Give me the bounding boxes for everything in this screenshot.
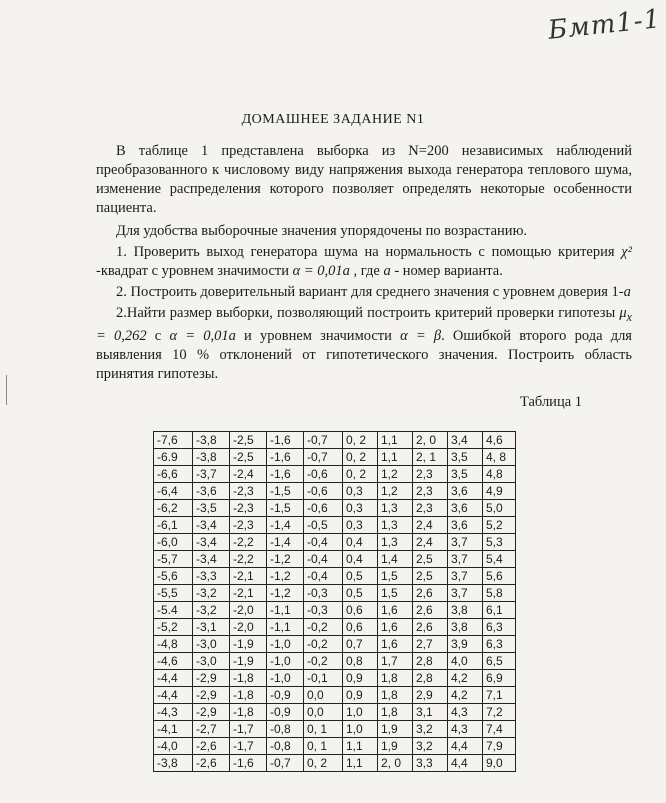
table-cell: 7,2	[483, 704, 516, 721]
table-cell: -1,0	[267, 636, 304, 653]
table-cell: -3,2	[193, 585, 230, 602]
table-cell: -3,3	[193, 568, 230, 585]
table-cell: 0, 2	[343, 466, 378, 483]
table-cell: -2,7	[193, 721, 230, 738]
table-cell: 3,7	[448, 585, 483, 602]
table-cell: 5,8	[483, 585, 516, 602]
table-cell: 0,3	[343, 517, 378, 534]
table-cell: -0,4	[304, 534, 343, 551]
table-cell: 1,8	[378, 687, 413, 704]
table-cell: 1,2	[378, 483, 413, 500]
table-cell: 3,6	[448, 517, 483, 534]
table-cell: -3,8	[193, 432, 230, 449]
table-cell: -1,2	[267, 585, 304, 602]
table-row	[154, 449, 516, 466]
table-cell: 7,4	[483, 721, 516, 738]
table-cell: -0,5	[304, 517, 343, 534]
table-cell: -2,3	[230, 483, 267, 500]
table-cell: 1,6	[378, 602, 413, 619]
table-cell: 1,7	[378, 653, 413, 670]
table-cell: -2,3	[230, 500, 267, 517]
table-cell: 6,3	[483, 619, 516, 636]
table-cell: -3,8	[154, 755, 193, 772]
table-cell: 4, 8	[483, 449, 516, 466]
table-cell: -1,0	[267, 653, 304, 670]
table-row	[154, 704, 516, 721]
table-cell: 1,1	[343, 738, 378, 755]
table-row	[154, 585, 516, 602]
table-cell: 3,6	[448, 483, 483, 500]
table-cell: -2,9	[193, 704, 230, 721]
table-cell: 7,9	[483, 738, 516, 755]
table-cell: 3,7	[448, 534, 483, 551]
table-row	[154, 619, 516, 636]
table-cell: 5,0	[483, 500, 516, 517]
table-cell: 3,3	[413, 755, 448, 772]
table-row	[154, 568, 516, 585]
table-cell: -2,2	[230, 534, 267, 551]
table-cell: 4,3	[448, 704, 483, 721]
table-cell: -4,3	[154, 704, 193, 721]
table-row	[154, 653, 516, 670]
table-cell: -0,2	[304, 636, 343, 653]
table-cell: 3,8	[448, 619, 483, 636]
table-cell: 1,9	[378, 738, 413, 755]
table-cell: -2,5	[230, 449, 267, 466]
table-cell: -1,8	[230, 687, 267, 704]
table-cell: 0,9	[343, 687, 378, 704]
table-cell: 1,2	[378, 466, 413, 483]
table-cell: -5,5	[154, 585, 193, 602]
table-cell: 1,5	[378, 585, 413, 602]
table-row	[154, 517, 516, 534]
table-cell: 3,8	[448, 602, 483, 619]
table-cell: 0,3	[343, 500, 378, 517]
table-cell: -4,4	[154, 687, 193, 704]
table-cell: -1,1	[267, 602, 304, 619]
table-cell: -4,4	[154, 670, 193, 687]
table-cell: -3,0	[193, 636, 230, 653]
table-cell: 3,2	[413, 738, 448, 755]
table-cell: -5.4	[154, 602, 193, 619]
table-cell: -1,0	[267, 670, 304, 687]
table-cell: -0,2	[304, 653, 343, 670]
table-cell: 0, 2	[343, 432, 378, 449]
table-row	[154, 466, 516, 483]
table-cell: -0,6	[304, 466, 343, 483]
table-cell: 4,0	[448, 653, 483, 670]
table-cell: 0,0	[304, 704, 343, 721]
table-cell: 3,2	[413, 721, 448, 738]
table-cell: 4,8	[483, 466, 516, 483]
table-cell: -3,4	[193, 551, 230, 568]
table-cell: -1,8	[230, 704, 267, 721]
table-row	[154, 534, 516, 551]
table-cell: 2,4	[413, 534, 448, 551]
table-cell: -6,6	[154, 466, 193, 483]
table-cell: 0,7	[343, 636, 378, 653]
table-cell: 3,5	[448, 466, 483, 483]
table-cell: -2,4	[230, 466, 267, 483]
table-cell: 2, 0	[413, 432, 448, 449]
table-cell: -1,7	[230, 721, 267, 738]
table-cell: 6,3	[483, 636, 516, 653]
table-cell: -0,7	[267, 755, 304, 772]
table-cell: 1,8	[378, 704, 413, 721]
table-cell: 2,7	[413, 636, 448, 653]
table-cell: 1,8	[378, 670, 413, 687]
table-cell: -0,7	[304, 432, 343, 449]
table-cell: 0,5	[343, 585, 378, 602]
table-cell: -0,3	[304, 585, 343, 602]
table-cell: 5,2	[483, 517, 516, 534]
table-cell: 1,1	[343, 755, 378, 772]
table-cell: 7,1	[483, 687, 516, 704]
scan-edge-mark	[6, 375, 7, 405]
table-caption: Таблица 1	[520, 394, 583, 410]
paragraph-task-3: 2.Найти размер выборки, позволяющий построить критерий проверки гипотезы $\mu_x = 0,262$ с α = 0,01a и уровнем значимости α = β. Ошибкой второго рода для выявления 10 % отклонений от гипотетического значения. Построить область принятия гипотезы.	[96, 305, 632, 382]
table-row	[154, 687, 516, 704]
table-cell: 2,8	[413, 653, 448, 670]
table-cell: 4,2	[448, 687, 483, 704]
alpha-formula-2: α = 0,01a	[169, 327, 236, 344]
table-cell: -0,7	[304, 449, 343, 466]
table-cell: 0,4	[343, 534, 378, 551]
table-cell: -1,6	[267, 466, 304, 483]
table-cell: -4,1	[154, 721, 193, 738]
table-cell: -3,7	[193, 466, 230, 483]
table-cell: -5,7	[154, 551, 193, 568]
table-cell: 0,9	[343, 670, 378, 687]
table-cell: 0, 2	[343, 449, 378, 466]
table-cell: -1,2	[267, 551, 304, 568]
table-cell: 4,4	[448, 738, 483, 755]
table-cell: -1,2	[267, 568, 304, 585]
table-cell: 1,0	[343, 704, 378, 721]
table-cell: -6,2	[154, 500, 193, 517]
table-cell: -0,1	[304, 670, 343, 687]
table-cell: 2,3	[413, 500, 448, 517]
page-title: ДОМАШНЕЕ ЗАДАНИЕ N1	[241, 112, 425, 127]
task-text	[96, 142, 632, 388]
table-cell: -4,6	[154, 653, 193, 670]
table-cell: 4,4	[448, 755, 483, 772]
table-cell: 1,0	[343, 721, 378, 738]
table-cell: 3,9	[448, 636, 483, 653]
table-cell: 1,3	[378, 517, 413, 534]
paragraph-task-1: 1. Проверить выход генератора шума на нормальность с помощью критерия χ² -квадрат с уровнем значимости α = 0,01a , где a - номер варианта.	[96, 244, 632, 279]
table-cell: -1,6	[230, 755, 267, 772]
table-row	[154, 432, 516, 449]
table-cell: -0,8	[267, 738, 304, 755]
table-cell: -2,0	[230, 619, 267, 636]
table-row	[154, 500, 516, 517]
table-cell: 2,6	[413, 619, 448, 636]
table-cell: 4,9	[483, 483, 516, 500]
table-cell: -1,6	[267, 449, 304, 466]
table-cell: -2,6	[193, 755, 230, 772]
table-cell: -3,4	[193, 534, 230, 551]
table-cell: 0,5	[343, 568, 378, 585]
table-cell: 0,4	[343, 551, 378, 568]
table-cell: 3,4	[448, 432, 483, 449]
table-cell: -3,1	[193, 619, 230, 636]
table-cell: 2,6	[413, 602, 448, 619]
table-cell: -0,8	[267, 721, 304, 738]
table-cell: -3,2	[193, 602, 230, 619]
table-cell: 1,4	[378, 551, 413, 568]
table-cell: 6,5	[483, 653, 516, 670]
table-cell: -4,8	[154, 636, 193, 653]
table-cell: -3,8	[193, 449, 230, 466]
mu-formula: $\mu_x = 0,262$	[96, 305, 632, 344]
table-cell: 0, 2	[304, 755, 343, 772]
table-cell: 2,6	[413, 585, 448, 602]
table-cell: -1,5	[267, 500, 304, 517]
table-cell: 1,9	[378, 721, 413, 738]
table-cell: -1,4	[267, 534, 304, 551]
table-cell: 0,6	[343, 619, 378, 636]
table-cell: -1,8	[230, 670, 267, 687]
table-row	[154, 755, 516, 772]
table-cell: 2,9	[413, 687, 448, 704]
table-cell: 2,8	[413, 670, 448, 687]
table-cell: -0,9	[267, 704, 304, 721]
table-cell: 1,6	[378, 619, 413, 636]
paragraph-task-2: 2. Построить доверительный вариант для среднего значения с уровнем доверия 1-a	[116, 284, 631, 300]
table-cell: 3,5	[448, 449, 483, 466]
table-cell: 6,1	[483, 602, 516, 619]
table-cell: -6,4	[154, 483, 193, 500]
table-cell: 0,3	[343, 483, 378, 500]
table-cell: 5,6	[483, 568, 516, 585]
table-cell: -2,9	[193, 670, 230, 687]
table-cell: 1,5	[378, 568, 413, 585]
table-cell: -0,9	[267, 687, 304, 704]
table-cell: 2, 0	[378, 755, 413, 772]
table-cell: -0,4	[304, 568, 343, 585]
table-row	[154, 636, 516, 653]
alpha-beta-formula: α = β	[400, 327, 442, 344]
table-cell: 3,7	[448, 551, 483, 568]
table-cell: 3,7	[448, 568, 483, 585]
table-cell: -1,7	[230, 738, 267, 755]
table-cell: -1,6	[267, 432, 304, 449]
table-cell: -2,5	[230, 432, 267, 449]
table-cell: -2,0	[230, 602, 267, 619]
sample-table	[153, 431, 516, 772]
table-cell: -0,4	[304, 551, 343, 568]
table-cell: -7,6	[154, 432, 193, 449]
table-cell: -5,2	[154, 619, 193, 636]
table-row	[154, 602, 516, 619]
table-cell: 0, 1	[304, 738, 343, 755]
table-cell: -2,2	[230, 551, 267, 568]
table-cell: 2,4	[413, 517, 448, 534]
table-cell: -3,6	[193, 483, 230, 500]
table-cell: -3,4	[193, 517, 230, 534]
table-cell: -0,6	[304, 483, 343, 500]
table-cell: -3,0	[193, 653, 230, 670]
table-cell: -0,3	[304, 602, 343, 619]
table-cell: 5,3	[483, 534, 516, 551]
table-cell: 1,1	[378, 432, 413, 449]
table-row	[154, 738, 516, 755]
table-cell: -2,6	[193, 738, 230, 755]
table-cell: -1,9	[230, 653, 267, 670]
chi-square-symbol: χ²	[621, 244, 632, 260]
table-row	[154, 670, 516, 687]
table-cell: 2,3	[413, 483, 448, 500]
table-cell: 1,3	[378, 534, 413, 551]
table-cell: 2,3	[413, 466, 448, 483]
table-cell: 2,5	[413, 568, 448, 585]
table-cell: -3,5	[193, 500, 230, 517]
table-cell: 3,1	[413, 704, 448, 721]
handwritten-note: Бмт1-1	[546, 4, 663, 46]
table-cell: 1,3	[378, 500, 413, 517]
table-row	[154, 721, 516, 738]
table-cell: 3,6	[448, 500, 483, 517]
table-cell: 1,6	[378, 636, 413, 653]
table-cell: -0,6	[304, 500, 343, 517]
table-cell: -2,1	[230, 585, 267, 602]
table-cell: -1,5	[267, 483, 304, 500]
table-cell: -2,9	[193, 687, 230, 704]
table-cell: 4,3	[448, 721, 483, 738]
table-cell: -6,0	[154, 534, 193, 551]
table-cell: -6.9	[154, 449, 193, 466]
table-cell: -4,0	[154, 738, 193, 755]
table-cell: -1,9	[230, 636, 267, 653]
table-cell: -0,2	[304, 619, 343, 636]
table-cell: 1,1	[378, 449, 413, 466]
table-cell: 4,6	[483, 432, 516, 449]
table-cell: 9,0	[483, 755, 516, 772]
table-cell: 0,8	[343, 653, 378, 670]
paragraph-sorted-note: Для удобства выборочные значения упорядочены по возрастанию.	[116, 223, 528, 239]
table-cell: -5,6	[154, 568, 193, 585]
sample-table-body	[154, 432, 516, 772]
paragraph-intro: В таблице 1 представлена выборка из N=200 независимых наблюдений преобразованного к числовому виду напряжения выхода генератора теплового шума, изменение распределения которого позволяет определять некоторые особенности пациента.	[96, 143, 632, 216]
table-cell: -1,4	[267, 517, 304, 534]
table-row	[154, 483, 516, 500]
table-cell: 0, 1	[304, 721, 343, 738]
table-cell: 0,0	[304, 687, 343, 704]
table-cell: 4,2	[448, 670, 483, 687]
table-cell: 5,4	[483, 551, 516, 568]
table-cell: 2,5	[413, 551, 448, 568]
table-cell: -2,1	[230, 568, 267, 585]
table-cell: -1,1	[267, 619, 304, 636]
table-cell: -2,3	[230, 517, 267, 534]
table-cell: -6,1	[154, 517, 193, 534]
table-row	[154, 551, 516, 568]
table-cell: 2, 1	[413, 449, 448, 466]
alpha-formula: α = 0,01a	[292, 263, 350, 279]
table-cell: 6,9	[483, 670, 516, 687]
table-cell: 0,6	[343, 602, 378, 619]
